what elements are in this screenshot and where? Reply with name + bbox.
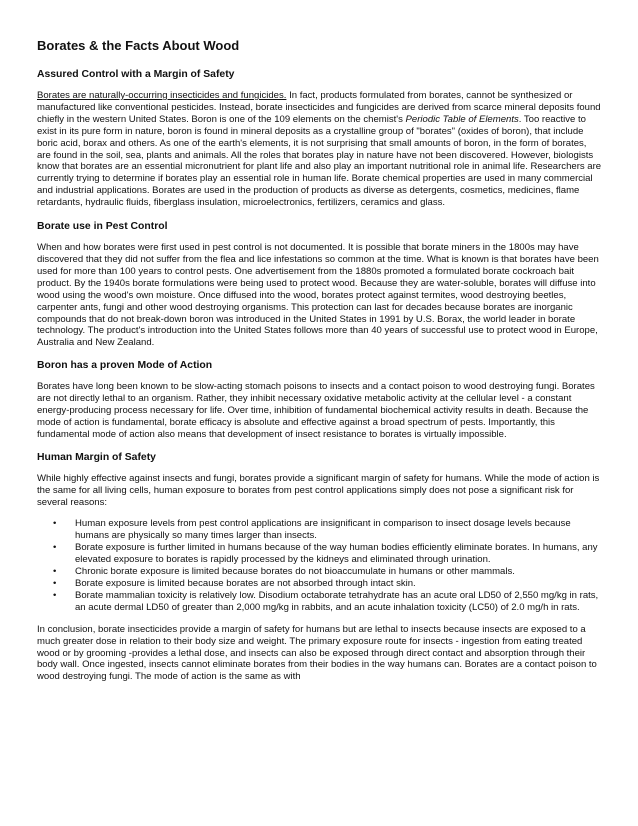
document-title: Borates & the Facts About Wood bbox=[37, 38, 240, 53]
section-assured-control bbox=[37, 68, 602, 209]
section-heading: Assured Control with a Margin of Safety bbox=[37, 69, 235, 80]
list-item-text: Borate mammalian toxicity is relatively low. Disodium octaborate tetrahydrate has an acute oral LD50 of 2,550 mg/kg in rats, an acute dermal LD50 of greater than 2,000 mg/kg in rabbits, and an acute inhalation toxicity (LC50) of 2.0 mg/h in rats. bbox=[75, 589, 599, 613]
bullet-icon: • bbox=[53, 518, 57, 530]
bullet-icon: • bbox=[53, 578, 57, 589]
section-heading: Borate use in Pest Control bbox=[37, 221, 168, 233]
section-heading: Human Margin of Safety bbox=[37, 451, 156, 463]
bullet-icon: • bbox=[53, 566, 57, 578]
list-item-text: Borate exposure is further limited in humans because of the way human bodies efficiently eliminate borates. In humans, any elevated exposure to borates is rapidly processed by the kidneys and eliminated through urination. bbox=[75, 542, 598, 566]
document-page bbox=[37, 38, 602, 693]
section-paragraph bbox=[37, 90, 602, 209]
section-paragraph: While highly effective against insects and fungi, borates provide a significant margin of safety for humans. While the mode of action is the same for all living cells, human exposure to borates from pest control applications simply does not pose a significant risk for several reasons: bbox=[37, 472, 600, 508]
paragraph-text: . Too reactive to exist in its pure form in nature, boron is found in mineral deposits as a crystalline group of "borates" (oxides of boron), that include boric acid, borax and others. As one of the earth's elements, it is not surprising that small amounts of boron, in the form of borates, are found in the soil, sea, plants and animals. All the roles that borates play in nature have not been discovered. However, biologists know that borates are an essential micronutrient for plant life and also play an important nutritional role in animal life. Researchers are currently trying to determine if borates play an essential role in human life. Borate chemical properties are used in many commercial and industrial applications. Borates are used in the production of products as diverse as detergents, cosmetics, medicines, flame retardants, hydraulic fluids, fiberglass insulation, microelectronics, fertilizers, ceramics and glass. bbox=[37, 113, 602, 209]
list-item bbox=[37, 578, 602, 590]
list-item bbox=[37, 590, 602, 614]
list-item-text: Borate exposure is limited because borates are not absorbed through intact skin. bbox=[75, 578, 416, 589]
section-pest-control bbox=[37, 220, 602, 349]
conclusion-paragraph: In conclusion, borate insecticides provide a margin of safety for humans but are lethal to insects because insects are exposed to a much greater dose in relation to their body size and weight. The primary exposure route for insects - ingestion from eating treated wood or by grooming -provides a lethal dose, and insects can also be exposed through direct contact and absorption through their body wall. Once ingested, insects cannot eliminate borates from their bodies in the way humans can. Borates are a contact poison to wood destroying fungi. The mode of action is the same as with bbox=[37, 623, 597, 683]
bullet-icon: • bbox=[53, 589, 57, 601]
list-item-text: Chronic borate exposure is limited because borates do not bioaccumulate in humans or other mammals. bbox=[75, 566, 515, 578]
section-mode-of-action bbox=[37, 359, 602, 441]
section-heading: Boron has a proven Mode of Action bbox=[37, 360, 213, 372]
section-human-safety bbox=[37, 451, 602, 684]
section-paragraph: Borates have long been known to be slow-acting stomach poisons to insects and a contact poison to wood destroying fungi. Borates are not directly lethal to an organism. Rather, they inhibit necessary oxidative metabolic activity at the cellular level - a constant energy-producing process necessary for life. Over time, inhibition of fundamental biochemical activity results in death. Because the mode of action is fundamental, borate efficacy is absolute and effective against a broad spectrum of pests. Importantly, this fundamental mode of action also means that development of insect resistance to borates is virtually impossible. bbox=[37, 381, 595, 440]
italic-text: Periodic Table of Elements bbox=[405, 113, 519, 125]
bullet-icon: • bbox=[53, 542, 57, 554]
inline-link[interactable]: Borates are naturally-occurring insecticides and fungicides. bbox=[37, 90, 287, 101]
list-item-text: Human exposure levels from pest control applications are insignificant in comparison to insect dosage levels because humans are physically so many times larger than insects. bbox=[75, 518, 571, 542]
reasons-list bbox=[37, 518, 602, 613]
section-paragraph: When and how borates were first used in pest control is not documented. It is possible that borate miners in the 1800s may have discovered that they did not suffer from the flea and lice infestations so common at the time. What is known is that borates have been used for more than 100 years to control pests. One advertisement from the 1880s promoted a formulated borate cockroach bait product. By the 1940s borate formulations were being used to protect wood. Because they are water-soluble, borates will diffuse into wood using the wood's own moisture. Once diffused into the wood, borates protect against termites, wood destroying beetles, carpenter ants, fungi and other wood destroying organisms. This protection can last for decades because borates are inorganic compounds that do not break-down boron was introduced in the United States in 1991 by U.S. Borax, the world leader in borate technology. The product's introduction into the United States follows more than 40 years of successful use to protect wood in Europe, Australia and New Zealand. bbox=[37, 242, 599, 349]
list-item bbox=[37, 542, 602, 566]
list-item bbox=[37, 518, 602, 542]
list-item bbox=[37, 566, 602, 578]
paragraph-text: In fact, products formulated from borates, cannot be synthesized or manufactured like conventional pesticides. Instead, borate insecticides and fungicides are derived from scarce mineral deposits found chiefly in the western United States. Boron is one of the 109 elements on the chemist's bbox=[37, 90, 601, 125]
